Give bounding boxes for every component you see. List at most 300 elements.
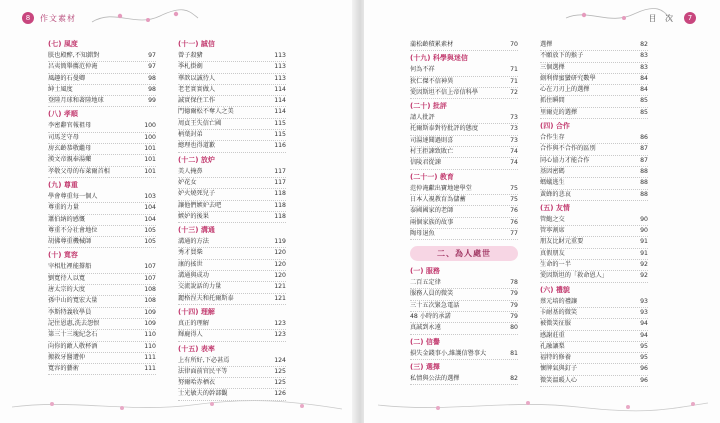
toc-entry-page: 92 bbox=[640, 272, 648, 280]
toc-entry[interactable] bbox=[48, 51, 156, 62]
toc-entry-title: 信陵君從諫 bbox=[410, 159, 441, 167]
toc-entry[interactable] bbox=[540, 190, 648, 201]
toc-entry-title: 范仲淹獻出寶地建學堂 bbox=[410, 184, 472, 192]
toc-entry-title: 讓他們嫉妒去吧 bbox=[178, 201, 222, 209]
toc-entry-title: 第三十三塊紀念石 bbox=[48, 331, 98, 339]
toc-entry[interactable] bbox=[410, 278, 518, 289]
toc-entry-title: 管寧割席 bbox=[540, 227, 565, 235]
toc-entry-page: 71 bbox=[510, 77, 518, 85]
toc-entry[interactable] bbox=[48, 308, 156, 319]
toc-entry-page: 95 bbox=[640, 342, 648, 350]
toc-entry-title: 唐太宗的大度 bbox=[48, 286, 86, 294]
toc-entry[interactable] bbox=[48, 262, 156, 273]
toc-entry-page: 113 bbox=[274, 63, 286, 71]
toc-entry[interactable] bbox=[178, 248, 286, 259]
toc-entry[interactable] bbox=[540, 260, 648, 271]
toc-entry[interactable] bbox=[540, 308, 648, 319]
toc-entry-title: 總理也得道歉 bbox=[178, 142, 216, 150]
toc-entry-title: 愛因斯坦的「救命恩人」 bbox=[540, 272, 609, 280]
toc-entry[interactable] bbox=[48, 167, 156, 178]
toc-entry-page: 98 bbox=[148, 74, 156, 82]
toc-entry-title: 溝通的方法 bbox=[178, 238, 209, 246]
toc-section-heading: (十五) 表率 bbox=[178, 344, 215, 353]
toc-entry-page: 92 bbox=[640, 261, 648, 269]
toc-entry-page: 114 bbox=[274, 85, 286, 93]
toc-entry-title: 寬容的藝術 bbox=[48, 365, 79, 373]
toc-entry-page: 107 bbox=[144, 263, 156, 271]
toc-entry-title: 交流說話的力量 bbox=[178, 283, 222, 291]
toc-entry-title: 黃蜂的悲哀 bbox=[540, 190, 571, 198]
toc-entry-page: 91 bbox=[640, 249, 648, 257]
toc-entry[interactable] bbox=[540, 51, 648, 62]
toc-entry[interactable] bbox=[410, 147, 518, 158]
toc-entry[interactable] bbox=[178, 130, 286, 141]
toc-entry[interactable] bbox=[48, 274, 156, 285]
toc-entry-title: 孔融讓梨 bbox=[540, 342, 565, 350]
toc-entry[interactable] bbox=[178, 367, 286, 378]
toc-entry-page: 113 bbox=[274, 74, 286, 82]
toc-entry-title: 老老實實做人 bbox=[178, 85, 216, 93]
toc-section-heading: (十九) 科學與迷信 bbox=[410, 54, 468, 63]
toc-entry-title: 宰相肚裡能撐船 bbox=[48, 263, 92, 271]
toc-section-heading: (一) 服務 bbox=[410, 267, 440, 276]
toc-entry-page: 101 bbox=[144, 167, 156, 175]
toc-entry-page: 79 bbox=[510, 313, 518, 321]
toc-entry-title: 門德爾松不奪人之美 bbox=[178, 108, 234, 116]
toc-entry[interactable] bbox=[48, 237, 156, 248]
toc-entry-title: 登陸月球和著陸地球 bbox=[48, 97, 104, 105]
toc-entry[interactable] bbox=[540, 108, 648, 119]
toc-entry-page: 97 bbox=[148, 52, 156, 59]
toc-entry[interactable] bbox=[410, 195, 518, 206]
toc-entry-page: 105 bbox=[144, 226, 156, 234]
toc-entry[interactable] bbox=[178, 189, 286, 200]
toc-entry[interactable] bbox=[540, 74, 648, 85]
toc-entry-title: 李斯特義收學員 bbox=[48, 308, 92, 316]
toc-entry[interactable] bbox=[178, 294, 286, 305]
toc-entry-title: 私情與公法的選擇 bbox=[410, 374, 460, 382]
toc-entry-title: 劍利偉蜜蠻研究數學 bbox=[540, 74, 596, 82]
toc-entry-page: 87 bbox=[640, 156, 648, 164]
toc-section-heading: (二十) 批評 bbox=[410, 102, 447, 111]
toc-entry-page: 101 bbox=[144, 156, 156, 164]
toc-entry-title: 季札掛劍 bbox=[178, 63, 203, 71]
toc-entry-title: 胡佛尊重機械師 bbox=[48, 238, 92, 246]
toc-entry[interactable] bbox=[540, 331, 648, 342]
toc-entry[interactable] bbox=[48, 215, 156, 226]
toc-section-heading: (七) 風度 bbox=[48, 40, 78, 48]
toc-entry-title: 風趣的石曼卿 bbox=[48, 74, 86, 82]
page-number-right: 7 bbox=[684, 12, 696, 24]
toc-section-heading: (四) 合作 bbox=[540, 122, 570, 131]
toc-entry-title: 損失金錢事小,維護信譽事大 bbox=[410, 349, 487, 357]
toc-entry-title: 陶母退魚 bbox=[410, 229, 435, 237]
toc-entry-title: 日本人視教育為儲蓄 bbox=[410, 195, 466, 203]
toc-entry-page: 85 bbox=[640, 108, 648, 116]
toc-entry[interactable] bbox=[410, 312, 518, 323]
toc-column bbox=[178, 40, 286, 401]
toc-entry[interactable] bbox=[178, 96, 286, 107]
toc-section-heading: (六) 禮貌 bbox=[540, 285, 570, 294]
toc-entry-page: 123 bbox=[274, 319, 286, 327]
toc-entry-page: 103 bbox=[144, 192, 156, 200]
toc-entry-title: 螞蟻逃生 bbox=[540, 179, 565, 187]
toc-entry[interactable] bbox=[540, 63, 648, 74]
toc-entry-page: 114 bbox=[274, 97, 286, 105]
toc-entry-page: 126 bbox=[274, 390, 286, 398]
toc-entry-title: 司馬芝守母 bbox=[48, 133, 79, 141]
toc-entry-page: 78 bbox=[510, 279, 518, 287]
toc-entry[interactable] bbox=[48, 319, 156, 330]
toc-entry[interactable] bbox=[410, 374, 518, 385]
toc-entry-title: 妒花女 bbox=[178, 178, 197, 186]
toc-entry[interactable] bbox=[178, 178, 286, 189]
toc-entry[interactable] bbox=[540, 353, 648, 364]
toc-entry[interactable] bbox=[178, 74, 286, 85]
toc-entry[interactable] bbox=[540, 237, 648, 248]
toc-entry-page: 94 bbox=[640, 331, 648, 339]
toc-entry[interactable] bbox=[178, 282, 286, 293]
toc-entry-title: 輝鹿得人 bbox=[178, 331, 203, 339]
toc-column bbox=[48, 40, 156, 375]
toc-entry-title: 蔡元培的禮讓 bbox=[540, 297, 578, 305]
toc-column bbox=[410, 40, 518, 385]
toc-entry-page: 123 bbox=[274, 331, 286, 339]
toc-entry-title: 孫中山的寬宏大量 bbox=[48, 297, 98, 305]
toc-entry-page: 79 bbox=[510, 290, 518, 298]
toc-entry-title: 搬救牙醫遭仲 bbox=[48, 353, 86, 361]
toc-entry[interactable] bbox=[178, 141, 286, 152]
toc-entry-page: 84 bbox=[640, 74, 648, 82]
toc-entry-title: 何為不祥 bbox=[410, 66, 435, 74]
toc-entry[interactable] bbox=[48, 96, 156, 107]
toc-entry-page: 74 bbox=[510, 148, 518, 156]
toc-entry-page: 93 bbox=[640, 297, 648, 305]
toc-entry[interactable] bbox=[178, 356, 286, 367]
toc-entry[interactable] bbox=[48, 296, 156, 307]
toc-entry-page: 120 bbox=[274, 260, 286, 268]
toc-entry[interactable] bbox=[178, 62, 286, 73]
toc-entry-title: 懷牌氣與釘子 bbox=[540, 365, 578, 373]
toc-entry[interactable] bbox=[178, 330, 286, 341]
toc-entry[interactable] bbox=[540, 178, 648, 189]
toc-entry[interactable] bbox=[540, 271, 648, 282]
toc-entry[interactable] bbox=[48, 342, 156, 353]
toc-entry-page: 124 bbox=[274, 356, 286, 364]
toc-entry[interactable] bbox=[540, 319, 648, 330]
toc-entry-page: 97 bbox=[148, 63, 156, 71]
toc-entry-page: 95 bbox=[640, 354, 648, 362]
toc-entry-page: 99 bbox=[148, 97, 156, 105]
toc-entry-title: 基因密碼 bbox=[540, 167, 565, 175]
toc-entry[interactable] bbox=[540, 40, 648, 51]
toc-entry[interactable] bbox=[48, 203, 156, 214]
floral-border-icon bbox=[12, 397, 342, 413]
toc-entry-page: 86 bbox=[640, 134, 648, 142]
toc-entry-title: 三個選擇 bbox=[540, 63, 565, 71]
toc-entry-title: 康的搖世 bbox=[178, 260, 203, 268]
toc-entry-title: 柄葉封弟 bbox=[178, 131, 203, 139]
toc-entry[interactable] bbox=[410, 289, 518, 300]
toc-entry-title: 華歆以誠待人 bbox=[178, 74, 216, 82]
toc-entry[interactable] bbox=[540, 342, 648, 353]
toc-entry[interactable] bbox=[48, 285, 156, 296]
toc-entry-title: 李密辭官報祖母 bbox=[48, 122, 92, 130]
toc-entry-page: 88 bbox=[640, 167, 648, 175]
toc-entry[interactable] bbox=[48, 353, 156, 364]
toc-entry-page: 75 bbox=[510, 195, 518, 203]
toc-entry-title: 兩個家族的故事 bbox=[410, 218, 454, 226]
toc-section-heading: (三) 選擇 bbox=[410, 362, 440, 371]
toc-entry[interactable] bbox=[410, 184, 518, 195]
toc-entry-page: 125 bbox=[274, 367, 286, 375]
toc-entry-page: 75 bbox=[510, 184, 518, 192]
toc-entry[interactable] bbox=[410, 229, 518, 240]
toc-entry-page: 118 bbox=[274, 201, 286, 209]
toc-section-heading: (十) 寬容 bbox=[48, 251, 78, 260]
toc-entry-title: 溝通與成功 bbox=[178, 272, 209, 280]
toc-entry-title: 選擇 bbox=[540, 41, 553, 48]
toc-entry-title: 司湯達聞過則喜 bbox=[410, 136, 454, 144]
toc-entry[interactable] bbox=[540, 249, 648, 260]
toc-entry-title: 二百五定律 bbox=[410, 279, 441, 287]
page-number-left: 8 bbox=[22, 12, 34, 24]
toc-entry[interactable] bbox=[540, 85, 648, 96]
toc-entry-page: 101 bbox=[144, 145, 156, 153]
toc-section-heading: (十三) 溝通 bbox=[178, 226, 215, 235]
toc-entry[interactable] bbox=[48, 85, 156, 96]
toc-section-heading: (五) 友情 bbox=[540, 203, 570, 212]
toc-column bbox=[540, 40, 648, 387]
toc-entry[interactable] bbox=[410, 77, 518, 88]
toc-entry-title: 上有所好,下必甚焉 bbox=[178, 356, 230, 364]
toc-entry-title: 微笑溫暖人心 bbox=[540, 376, 578, 384]
toc-entry-page: 73 bbox=[510, 136, 518, 144]
toc-entry[interactable] bbox=[410, 323, 518, 334]
toc-entry-title: 記住恩惠,洗去怨恨 bbox=[48, 319, 100, 327]
toc-entry-title: 不願放下的猴子 bbox=[540, 52, 584, 60]
toc-entry-title: 服務人員的微笑 bbox=[410, 290, 454, 298]
toc-entry[interactable] bbox=[48, 330, 156, 341]
toc-entry-title: 三十五次緊急電話 bbox=[410, 301, 460, 309]
toc-entry[interactable] bbox=[410, 124, 518, 135]
toc-entry-page: 83 bbox=[640, 63, 648, 71]
toc-entry[interactable] bbox=[178, 107, 286, 118]
toc-entry-page: 100 bbox=[144, 133, 156, 141]
toc-entry[interactable] bbox=[540, 215, 648, 226]
toc-entry[interactable] bbox=[48, 192, 156, 203]
floral-border-icon bbox=[378, 397, 708, 413]
toc-entry-title: 曾子殺豬 bbox=[178, 52, 203, 59]
toc-entry-page: 90 bbox=[640, 215, 648, 223]
toc-entry-page: 98 bbox=[148, 85, 156, 93]
toc-entry[interactable] bbox=[48, 144, 156, 155]
toc-entry-page: 121 bbox=[274, 283, 286, 291]
toc-entry[interactable] bbox=[178, 167, 286, 178]
toc-entry-page: 120 bbox=[274, 249, 286, 257]
toc-entry[interactable] bbox=[178, 119, 286, 130]
toc-entry[interactable] bbox=[540, 376, 648, 387]
toc-entry-title: 同心協力才能合作 bbox=[540, 156, 590, 164]
toc-entry[interactable] bbox=[48, 226, 156, 237]
toc-entry-page: 74 bbox=[510, 159, 518, 167]
toc-entry-title: 法律面前官民平等 bbox=[178, 367, 228, 375]
toc-entry-page: 117 bbox=[274, 178, 286, 186]
toc-entry-page: 108 bbox=[144, 286, 156, 294]
toc-entry-page: 83 bbox=[640, 52, 648, 60]
toc-entry-title: 劉寬待人以寬 bbox=[48, 274, 86, 282]
toc-entry-page: 115 bbox=[274, 119, 286, 127]
toc-entry-title: 呂夷簡舉薦范仲淹 bbox=[48, 63, 98, 71]
toc-entry-page: 116 bbox=[274, 142, 286, 150]
toc-entry-title: 合作生存 bbox=[540, 134, 565, 142]
toc-entry-title: 卡耐基的微笑 bbox=[540, 308, 578, 316]
toc-entry-title: 房玄齡恭敬繼母 bbox=[48, 145, 92, 153]
toc-entry[interactable] bbox=[410, 218, 518, 229]
toc-entry[interactable] bbox=[178, 85, 286, 96]
floral-vine-icon bbox=[90, 6, 200, 28]
toc-entry-page: 80 bbox=[510, 324, 518, 332]
toc-entry[interactable] bbox=[178, 212, 286, 223]
toc-entry[interactable] bbox=[540, 144, 648, 155]
toc-entry[interactable] bbox=[540, 297, 648, 308]
toc-entry[interactable] bbox=[410, 206, 518, 217]
toc-entry-title: 狄仁傑不信神異 bbox=[410, 77, 454, 85]
toc-section-heading: (二十一) 教育 bbox=[410, 172, 454, 181]
toc-entry-page: 84 bbox=[640, 86, 648, 94]
toc-entry-page: 118 bbox=[274, 212, 286, 220]
toc-entry-page: 71 bbox=[510, 66, 518, 74]
toc-entry[interactable] bbox=[178, 378, 286, 389]
toc-entry-title: 孝敬父母的布萊爾首相 bbox=[48, 167, 110, 175]
toc-entry-page: 90 bbox=[640, 227, 648, 235]
toc-entry-page: 76 bbox=[510, 207, 518, 215]
toc-entry-page: 115 bbox=[274, 131, 286, 139]
toc-entry-page: 88 bbox=[640, 179, 648, 187]
toc-entry-title: 秀才買柴 bbox=[178, 249, 203, 257]
toc-entry-page: 107 bbox=[144, 274, 156, 282]
toc-entry-page: 105 bbox=[144, 238, 156, 246]
toc-entry-title: 尊重不分社會地位 bbox=[48, 226, 98, 234]
toc-entry-title: 嫉妒的後果 bbox=[178, 212, 209, 220]
toc-entry-title: 真誠到永遠 bbox=[410, 324, 441, 332]
toc-entry-title: 朕也殿醉,不知錯對 bbox=[48, 52, 100, 59]
toc-entry[interactable] bbox=[48, 364, 156, 375]
toc-section-heading: (十四) 理解 bbox=[178, 307, 215, 316]
toc-entry-title: 妒火燒死兒子 bbox=[178, 190, 216, 198]
toc-entry[interactable] bbox=[410, 301, 518, 312]
toc-entry-page: 125 bbox=[274, 379, 286, 387]
toc-entry-title: 學會尊重每一個人 bbox=[48, 192, 98, 200]
toc-entry[interactable] bbox=[410, 65, 518, 76]
toc-entry[interactable] bbox=[410, 113, 518, 124]
toc-entry-page: 104 bbox=[144, 215, 156, 223]
toc-entry[interactable] bbox=[540, 133, 648, 144]
toc-entry[interactable] bbox=[410, 40, 518, 51]
toc-entry[interactable] bbox=[410, 158, 518, 169]
toc-entry[interactable] bbox=[540, 156, 648, 167]
toc-entry[interactable] bbox=[178, 319, 286, 330]
toc-entry[interactable] bbox=[540, 226, 648, 237]
toc-entry-page: 111 bbox=[144, 353, 156, 361]
toc-entry[interactable] bbox=[48, 62, 156, 73]
toc-entry-title: 紳士風度 bbox=[48, 85, 73, 93]
left-page bbox=[0, 0, 356, 423]
toc-entry-title: 村王拒諫致敗亡 bbox=[410, 148, 454, 156]
toc-entry-title: 合作與不合作的區別 bbox=[540, 145, 596, 153]
toc-entry[interactable] bbox=[410, 349, 518, 360]
toc-entry[interactable] bbox=[48, 155, 156, 166]
toc-entry[interactable] bbox=[540, 364, 648, 375]
toc-entry[interactable] bbox=[410, 136, 518, 147]
toc-entry[interactable] bbox=[48, 121, 156, 132]
toc-entry-title: 抓住瞬間 bbox=[540, 97, 565, 105]
toc-entry-title: 美人掩鼻 bbox=[178, 167, 203, 175]
toc-entry-page: 113 bbox=[274, 52, 286, 59]
toc-entry-title: 士光敏夫的幹部觀 bbox=[178, 390, 228, 398]
toc-entry-title: 里爾克的選擇 bbox=[540, 108, 578, 116]
toc-entry-title: 努爾哈赤栖衣 bbox=[178, 379, 216, 387]
toc-entry-page: 104 bbox=[144, 204, 156, 212]
toc-entry-page: 117 bbox=[274, 167, 286, 175]
toc-entry-page: 79 bbox=[510, 301, 518, 309]
toc-section-heading: (二) 信譽 bbox=[410, 337, 440, 346]
toc-entry-title: 朋友比財元重要 bbox=[540, 238, 584, 246]
toc-entry-title: 尊重的力量 bbox=[48, 204, 79, 212]
toc-entry-page: 119 bbox=[274, 238, 286, 246]
toc-entry-page: 76 bbox=[510, 218, 518, 226]
toc-section-heading: (九) 尊重 bbox=[48, 180, 78, 189]
toc-entry-page: 85 bbox=[640, 97, 648, 105]
toc-entry-page: 110 bbox=[144, 331, 156, 339]
toc-entry-page: 96 bbox=[640, 376, 648, 384]
toc-entry-title: 漢文帝親奉湯藥 bbox=[48, 156, 92, 164]
toc-entry-page: 109 bbox=[144, 308, 156, 316]
toc-entry[interactable] bbox=[178, 201, 286, 212]
toc-entry-title: 麗格涅夫和托爾斯泰 bbox=[178, 294, 234, 302]
brand-title: 作文素材 bbox=[40, 13, 76, 23]
toc-entry[interactable] bbox=[178, 51, 286, 62]
left-header bbox=[22, 10, 76, 26]
part-banner: 二、為人處世 bbox=[410, 246, 518, 261]
toc-entry-page: 87 bbox=[640, 145, 648, 153]
right-header bbox=[648, 10, 696, 26]
toc-entry[interactable] bbox=[540, 167, 648, 178]
toc-entry-title: 心在刀刃上的選擇 bbox=[540, 86, 590, 94]
toc-entry-page: 94 bbox=[640, 320, 648, 328]
toc-entry-title: 管鮑之交 bbox=[540, 215, 565, 223]
right-page bbox=[364, 0, 720, 423]
toc-entry-title: 向你的敵人敬杯酒 bbox=[48, 342, 98, 350]
toc-entry-title: 周貞王失信亡國 bbox=[178, 119, 222, 127]
toc-entry-page: 81 bbox=[510, 349, 518, 357]
toc-entry-page: 91 bbox=[640, 238, 648, 246]
toc-entry[interactable] bbox=[178, 271, 286, 282]
toc-entry-page: 93 bbox=[640, 308, 648, 316]
toc-entry-title: 真正的理解 bbox=[178, 319, 209, 327]
toc-entry[interactable] bbox=[540, 96, 648, 107]
toc-entry[interactable] bbox=[48, 74, 156, 85]
toc-entry-page: 120 bbox=[274, 272, 286, 280]
toc-section-heading: (十二) 放炉 bbox=[178, 155, 215, 164]
toc-entry[interactable] bbox=[178, 260, 286, 271]
toc-entry-page: 77 bbox=[510, 229, 518, 237]
toc-entry-title: 愛因斯坦不信上帝信科學 bbox=[410, 88, 479, 96]
toc-entry-page: 110 bbox=[144, 342, 156, 350]
toc-entry[interactable] bbox=[48, 133, 156, 144]
toc-entry[interactable] bbox=[410, 88, 518, 99]
toc-entry[interactable] bbox=[178, 237, 286, 248]
